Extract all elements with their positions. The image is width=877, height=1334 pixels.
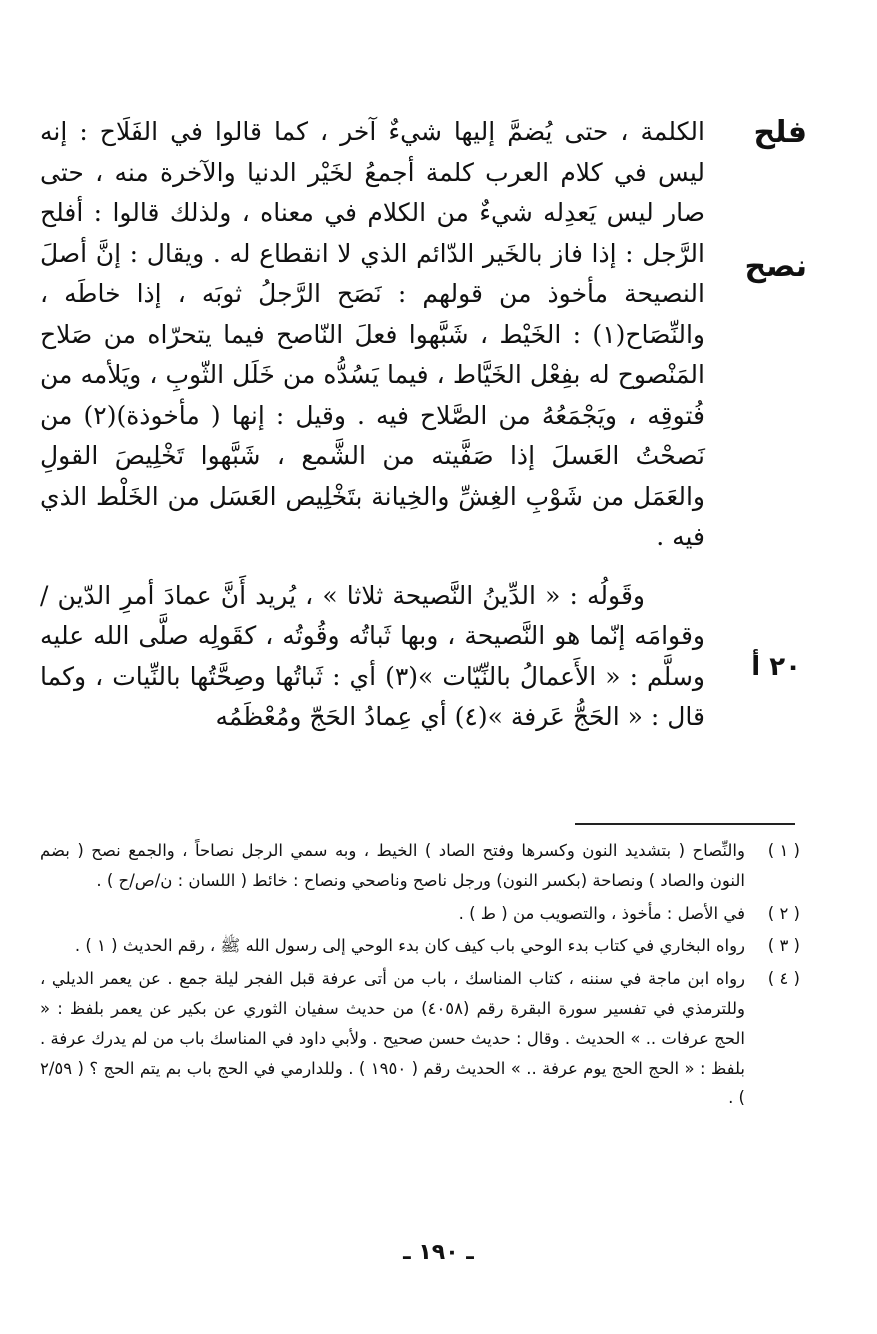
manuscript-folio-ref: ٢٠ أ [751, 652, 801, 682]
margin-keyword-nasah: نصح [744, 249, 807, 284]
footnote-item [40, 931, 800, 961]
main-paragraph: وقَولُه : « الدِّينُ النَّصيحة ثلاثا » ، يُريد أَنَّ عمادَ أمرِ الدّين / وقوامَه إنّما هو النَّصيحة ، وبها ثَباتُه وقُوتُه ، كقَولِه صلَّى الله عليه وسلَّم : « الأَعمالُ بالنِّيّات »(٣) أي : ثَباتُها وصِحَّتُها بالنِّيات ، وكما قال : « الحَجُّ عَرفة »(٤) أي عِمادُ الحَجّ ومُعْظَمُه [40, 580, 705, 731]
footnote-number: ( ٢ ) [767, 903, 800, 923]
footnotes [40, 836, 800, 1116]
footnote-text: في الأصل : مأخوذ ، والتصويب من ( ط ) . [458, 903, 745, 923]
main-paragraph: الكلمة ، حتى يُضمَّ إليها شيءٌ آخر ، كما قالوا في الفَلَاح : إنه ليس في كلام العرب كلمة أجمعُ لخَيْر الدنيا والآخرة منه ، حتى صار ليس يَعدِله شيءٌ من الكلام في معناه ، ولذلك قالوا : أفلح الرَّجل : إذا فاز بالخَير الدّائم الذي لا انقطاع له . ويقال : إنَّ أصلَ النصيحة مأخوذ من قولهم : نَصَح الرَّجلُ ثوبَه ، إذا خاطَه ، والنِّصَاح(١) : الخَيْط ، شَبَّهوا فعلَ النّاصح فيما يتحرّاه من صَلاح المَنْصوح له بفِعْل الخَيَّاط ، فيما يَسُدُّه من خَلَل الثّوبِ ، ويَلأمه من فُتوقِه ، ويَجْمَعُهُ من الصَّلاح فيه . وقيل : إنها ( مأخوذة)(٢) من نَصحْتُ العَسلَ إذا صَفَّيته من الشَّمع ، شَبَّهوا تَخْلِيصَ القولِ والعَمَل من شَوْبِ الغِشِّ والخِيانة بتَخْلِيص العَسَل من الخَلْط الذي فيه . [40, 117, 705, 551]
footnote-number: ( ٣ ) [767, 936, 800, 956]
footnote-item [40, 899, 800, 929]
footnote-number: ( ٤ ) [767, 969, 800, 989]
footnote-item [40, 964, 800, 1113]
footnote-number: ( ١ ) [767, 841, 800, 860]
footnote-text: والنِّصاح ( بتشديد النون وكسرها وفتح الصاد ) الخيط ، وبه سمي الرجل نصاحاً ، والجمع نصح ( بضم النون والصاد ) ونصاحة (بكسر النون) ورجل ناصح وناصحي ونصاح : خائط ( اللسان : ن/ص/ح ) . [40, 841, 745, 890]
footnote-separator [575, 823, 795, 825]
main-text [40, 112, 705, 738]
footnote-text: رواه البخاري في كتاب بدء الوحي باب كيف كان بدء الوحي إلى رسول الله ﷺ ، رقم الحديث ( ١ ) . [74, 936, 745, 956]
footnote-text: رواه ابن ماجة في سننه ، كتاب المناسك ، باب من أتى عرفة قبل الفجر ليلة جمع . عن يعمر الديلي ، وللترمذي في تفسير سورة البقرة رقم (٤٠٥٨) من حديث سفيان الثوري عن بكير عن يعمر بلفظ : « الحج عرفات .. » الحديث . وقال : حديث حسن صحيح . ولأبي داود في المناسك باب من لم يدرك عرفة . بلفظ : « الحج الحج يوم عرفة .. » الحديث رقم ( ١٩٥٠ ) . وللدارمي في الحج باب بم يتم الحج ؟ ( ٢/٥٩ ) . [40, 969, 746, 1108]
footnote-item [40, 836, 800, 896]
page-number: ـ ١٩٠ ـ [403, 1240, 474, 1265]
margin-keyword-falah: فلح [753, 115, 807, 150]
